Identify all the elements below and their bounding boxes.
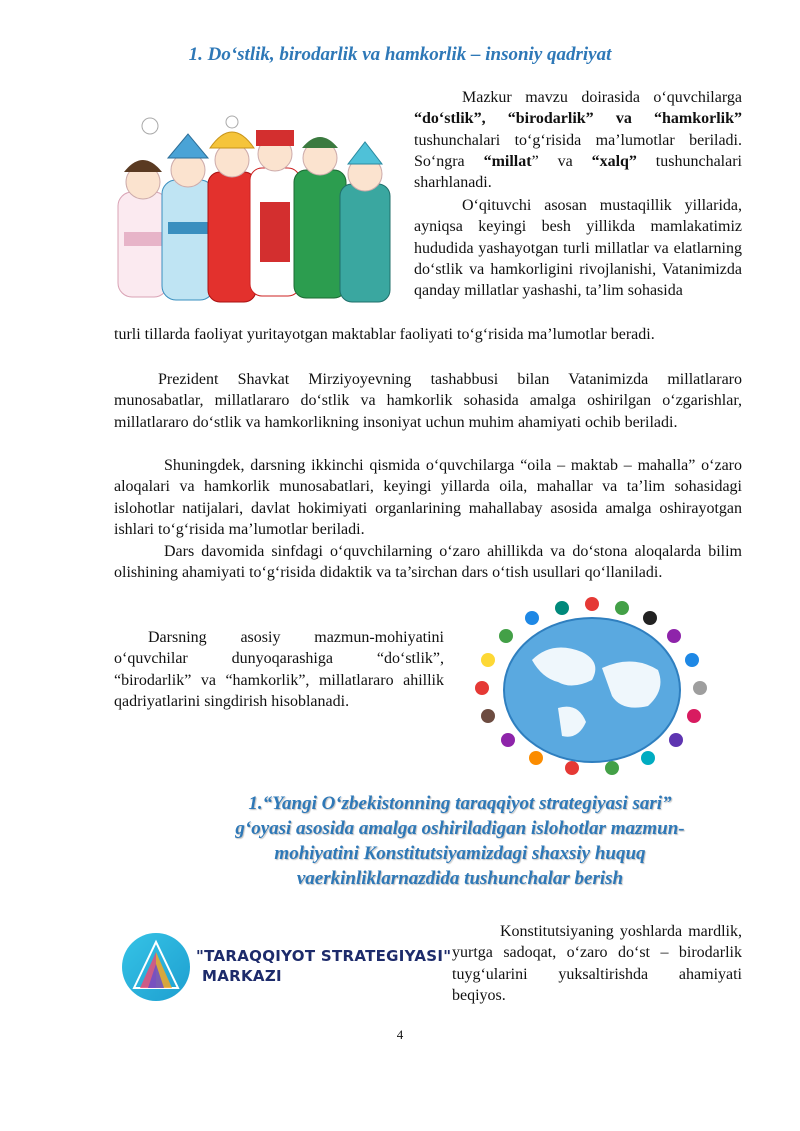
intro-text: Mazkur mavzu doirasida o‘quvchilarga (462, 89, 742, 106)
paragraph-lesson-methods: Dars davomida sinfdagi o‘quvchilarning o‘zaro ahillikda va do‘stona aloqalarda bilim olishining ahamiyati to‘g‘risida didaktik va ta’sirchan dars o‘tish usullari qo‘llaniladi. (114, 543, 742, 582)
section-2-title (170, 791, 750, 891)
paragraph-family-school: Shuningdek, darsning ikkinchi qismida o‘quvchilarga “oila – maktab – mahalla” o‘zaro aloqalari va hamkorlik munosabatlari, keyingi yillarda oila, mahallar va ta’lim sohasidagi islohotlar natijalari, davlat hokimiyati organlarining mahallabay asosida amalga oshirayotgan ishlari to‘g‘risida ma’lumotlar beriladi. (114, 457, 742, 538)
children-illustration (110, 112, 400, 318)
intro-text: tushunchalari to‘g‘risida ma’lumotlar beriladi. So‘ngra (414, 131, 742, 170)
section-2-title-line: 1.“Yangi O‘zbekistonning taraqqiyot strategiyasi sari” (248, 793, 672, 814)
intro-text: tushunchalari sharhlanadi. (414, 152, 742, 192)
section-2-title-line: mohiyatini Konstitutsiyamizdagi shaxsiy huquq (274, 843, 646, 864)
strategy-center-logo-text (196, 946, 451, 986)
paragraph-constitution: Konstitutsiyaning yoshlarda mardlik, yurtga sadoqat, o‘zaro do‘st – birodarlik tuyg‘ularini yuksaltirishda ahamiyati beqiyos. (452, 923, 742, 1004)
logo-text-line: MARKAZI (202, 967, 282, 985)
intro-bold-terms: “do‘stlik”, “birodarlik” va “hamkorlik” (414, 110, 742, 128)
intro-bold-term: “xalq” (591, 152, 637, 170)
strategy-center-logo-icon (120, 930, 192, 1004)
intro-paragraph (414, 87, 742, 193)
section-1-title: 1. Do‘stlik, birodarlik va hamkorlik – insoniy qadriyat (188, 44, 612, 65)
paragraph-president: Prezident Shavkat Mirziyoyevning tashabbusi bilan Vatanimizda millatlararo munosabatlar, millatlararo do‘stlik va hamkorlik sohasida amalga oshirilgan o‘zgarishlar, millatlararo do‘stlik va hamkorlikning insoniyat uchun muhim ahamiyati ochib beriladi. (114, 371, 742, 431)
child-figure (340, 142, 390, 302)
intro-bold-term: “millat (483, 152, 532, 170)
intro-text: ” va (531, 152, 592, 170)
paragraph-teacher: O‘qituvchi asosan mustaqillik yillarida, ayniqsa keyingi besh yillikda mamlakatimiz hududida yashayotgan turli millatlar va elatlarning do‘stlik va hamkorligini rivojlanishi, Vatanimizda qanday millatlar yashashi, ta’lim sohasida (414, 197, 742, 300)
child-figure (208, 116, 256, 302)
page-number: 4 (396, 1027, 404, 1042)
paragraph-main-essence: Darsning asosiy mazmun-mohiyatini o‘quvchilar dunyoqarashiga “do‘stlik”, “birodarlik” va “hamkorlik”, millatlararo ahillik qadriyatlarini singdirish hisoblanadi. (114, 629, 444, 710)
globe-people-illustration (462, 590, 722, 780)
section-2-title-line: g‘oyasi asosida amalga oshiriladigan islohotlar mazmun- (235, 818, 685, 839)
child-figure (250, 130, 300, 296)
child-figure (118, 160, 168, 297)
logo-text-line: "TARAQQIYOT STRATEGIYASI" (196, 947, 452, 965)
paragraph-teacher-cont: turli tillarda faoliyat yuritayotgan maktablar faoliyati to‘g‘risida ma’lumotlar beradi. (114, 326, 655, 343)
section-2-title-line: vaerkinliklarnazdida tushunchalar berish (296, 868, 624, 889)
child-figure (294, 137, 346, 298)
